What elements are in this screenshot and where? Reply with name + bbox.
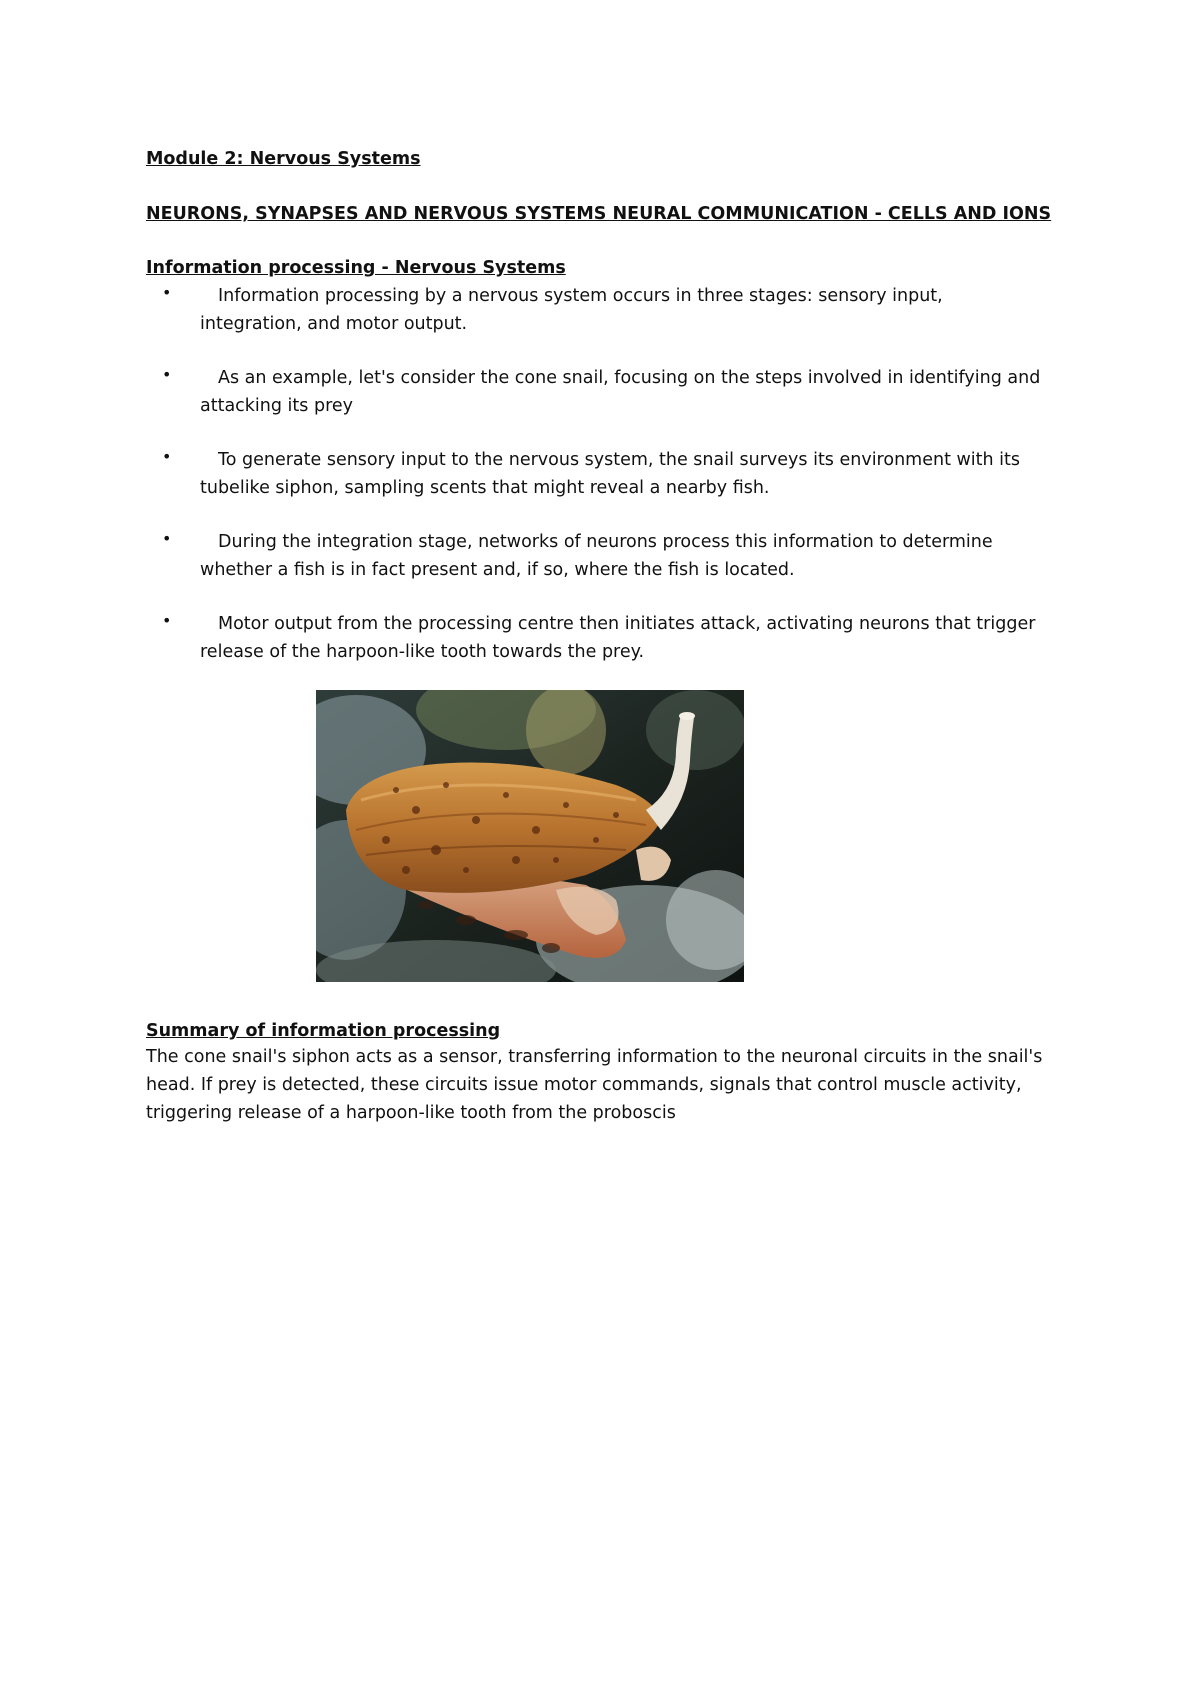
bullet-point: • xyxy=(162,447,172,466)
bullet-2-line-1: As an example, let's consider the cone snail, focusing on the steps involved in identifying and xyxy=(218,368,1041,388)
bullet-3-line-1: To generate sensory input to the nervous system, the snail surveys its environment with its xyxy=(218,450,1021,470)
bullet-1-line-2: integration, and motor output. xyxy=(200,314,468,334)
bullet-4-line-2: whether a fish is in fact present and, if so, where the fish is located. xyxy=(200,560,795,580)
bullet-2-line-2: attacking its prey xyxy=(200,396,353,416)
bullet-1-line-1: Information processing by a nervous system occurs in three stages: sensory input, xyxy=(218,286,943,306)
summary-heading: Summary of information processing xyxy=(146,1021,501,1041)
bullet-5-line-1: Motor output from the processing centre then initiates attack, activating neurons that trigger xyxy=(218,614,1036,634)
summary-line-3: triggering release of a harpoon-like tooth from the proboscis xyxy=(146,1103,676,1123)
bullet-3-line-2: tubelike siphon, sampling scents that might reveal a nearby fish. xyxy=(200,478,770,498)
bullet-point: • xyxy=(162,283,172,302)
cone-snail-photo xyxy=(316,690,744,982)
summary-line-2: head. If prey is detected, these circuits issue motor commands, signals that control muscle activity, xyxy=(146,1075,1022,1095)
bullet-point: • xyxy=(162,529,172,548)
section-heading: NEURONS, SYNAPSES AND NERVOUS SYSTEMS NEURAL COMMUNICATION - CELLS AND IONS xyxy=(146,204,1052,224)
bullet-4-line-1: During the integration stage, networks of neurons process this information to determine xyxy=(218,532,993,552)
bullet-point: • xyxy=(162,611,172,630)
subheading-information-processing: Information processing - Nervous Systems xyxy=(146,258,566,278)
bullet-5-line-2: release of the harpoon-like tooth towards the prey. xyxy=(200,642,645,662)
bullet-point: • xyxy=(162,365,172,384)
cone-snail-image xyxy=(316,690,744,982)
module-title: Module 2: Nervous Systems xyxy=(146,149,421,169)
summary-line-1: The cone snail's siphon acts as a sensor, transferring information to the neuronal circuits in the snail's xyxy=(146,1047,1043,1067)
